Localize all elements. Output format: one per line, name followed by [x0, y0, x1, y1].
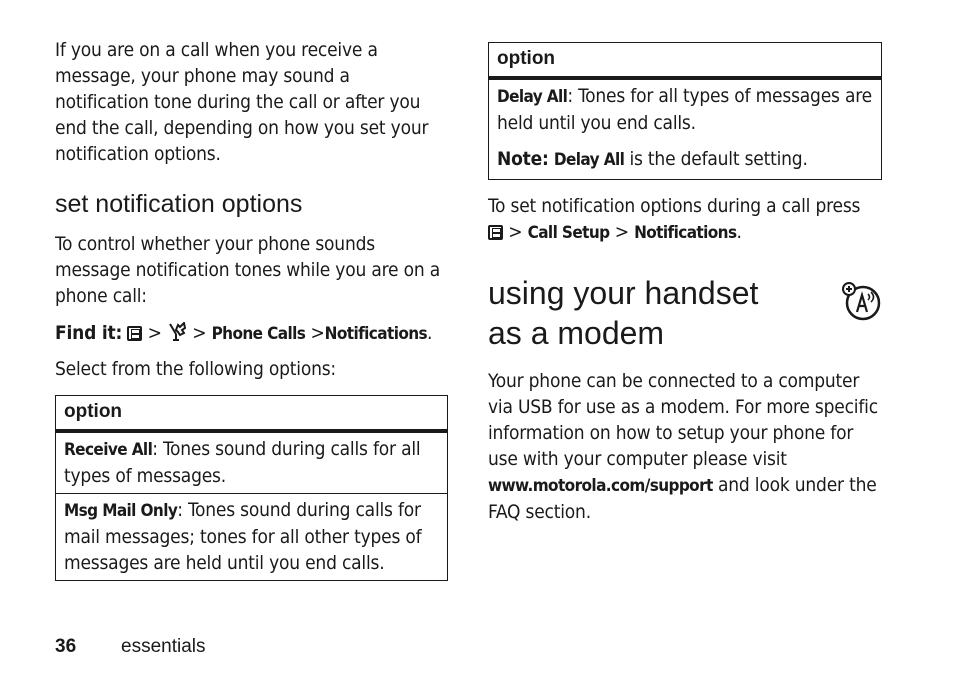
- select-text: Select from the following options:: [55, 358, 336, 380]
- option-desc: : Tones for all types of messages are held until you end calls.: [497, 85, 872, 134]
- chapter-title: [488, 273, 818, 353]
- note-label: Note:: [497, 148, 549, 170]
- modem-body: [488, 368, 882, 525]
- during-call-paragraph: [488, 193, 882, 246]
- menu-key-icon: [127, 326, 142, 341]
- chapter-title-line2: as a modem: [488, 315, 665, 351]
- page-number: 36: [55, 636, 77, 657]
- path-separator: >: [614, 221, 629, 243]
- option-term-msg-mail-only: Msg Mail Only: [64, 501, 178, 521]
- menu-key-icon: [488, 225, 503, 240]
- path-separator: >: [508, 221, 523, 243]
- support-link[interactable]: www.motorola.com/support: [488, 476, 713, 496]
- modem-body-text-end: and look under the FAQ section.: [488, 474, 877, 523]
- right-options-table-wrap: [488, 42, 882, 180]
- section-title: set notification options: [55, 190, 303, 218]
- note-term: Delay All: [553, 150, 625, 170]
- table-cell: [489, 78, 882, 180]
- find-it-label: Find it:: [55, 322, 123, 344]
- menu-item-call-setup: Call Setup: [527, 223, 610, 243]
- option-term-delay-all: Delay All: [497, 87, 568, 107]
- intro-paragraph: If you are on a call when you receive a message, your phone may sound a notification tone during the call or after you end the call, depending on how you set your notification options.: [55, 39, 429, 165]
- left-options-table: [55, 395, 448, 581]
- modem-body-text: Your phone can be connected to a computer via USB for use as a modem. For more specific information on how to setup your phone for use with your computer please visit: [488, 370, 878, 470]
- during-call-text: To set notification options during a call press: [488, 195, 861, 217]
- note-desc: is the default setting.: [624, 148, 808, 170]
- table-row: [56, 494, 448, 581]
- right-options-table: [488, 42, 882, 180]
- path-end: .: [427, 322, 433, 344]
- menu-item-notifications: Notifications: [324, 324, 428, 344]
- table-row: [56, 431, 448, 494]
- chapter-title-line1: using your handset: [488, 275, 759, 311]
- left-options-table-wrap: [55, 395, 448, 581]
- path-end: .: [736, 221, 742, 243]
- network-feature-icon: [842, 282, 882, 322]
- table-cell: [56, 494, 448, 581]
- option-term-receive-all: Receive All: [64, 440, 153, 460]
- footer-section: essentials: [121, 636, 206, 657]
- find-it-path: [55, 320, 448, 347]
- table-header-option: option: [489, 43, 882, 79]
- path-separator: >: [192, 322, 207, 344]
- path-separator: >: [310, 322, 325, 344]
- settings-icon: [167, 322, 187, 342]
- menu-item-notifications: Notifications: [634, 223, 737, 243]
- section-body: To control whether your phone sounds message notification tones while you are on a phone call:: [55, 233, 440, 307]
- table-cell: [56, 431, 448, 494]
- table-row: [489, 78, 882, 180]
- table-header-option: option: [56, 396, 448, 432]
- option-desc: : Tones sound during calls for mail messages; tones for all other types of messages are held until you end calls.: [64, 499, 422, 574]
- option-desc: : Tones sound during calls for all types of messages.: [64, 438, 421, 487]
- path-separator: >: [147, 322, 162, 344]
- menu-item-phone-calls: Phone Calls: [211, 324, 306, 344]
